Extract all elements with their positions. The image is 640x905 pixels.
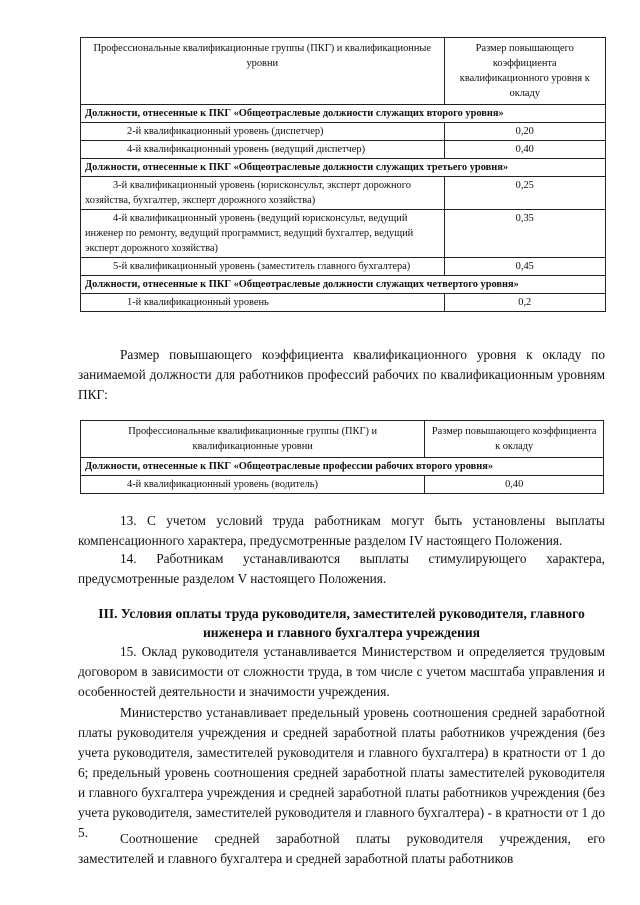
- value-cell: 0,35: [444, 210, 605, 258]
- paragraph-ministry: Министерство устанавливает предельный уровень соотношения средней заработной платы руководителя учреждения и средней заработной платы работников учреждения (без учета руководителя, заместителей руководителя и главного бухгалтера) в кратности от 1 до 6; предельный уровень соотношения средней заработной платы заместителей руководителя и главного бухгалтера учреждения и средней заработной платы работников учреждения (без учета руководителя, заместителей руководителя и главного бухгалтера) - в кратности от 1 до 5.: [78, 705, 605, 840]
- group-title: Должности, отнесенные к ПКГ «Общеотраслевые должности служащих третьего уровня»: [81, 159, 606, 177]
- paragraph-ratio: Соотношение средней заработной платы руководителя учреждения, его заместителей и главного бухгалтера и средней заработной платы работников: [78, 831, 605, 866]
- section-heading: III. Условия оплаты труда руководителя, заместителей руководителя, главного инженера и главного бухгалтера учреждения: [98, 606, 585, 640]
- table-row: [81, 177, 606, 210]
- table-row: [81, 476, 604, 494]
- table-row: [81, 210, 606, 258]
- table-header-row: [81, 421, 604, 458]
- paragraph-13: 13. С учетом условий труда работникам могут быть установлены выплаты компенсационного характера, предусмотренные разделом IV настоящего Положения.: [78, 513, 605, 548]
- coefficient-table-employees: [80, 37, 606, 312]
- value-cell: 0,45: [444, 258, 605, 276]
- paragraph-15: 15. Оклад руководителя устанавливается Министерством и определяется трудовым договором в зависимости от сложности труда, в том числе с учетом масштаба управления и особенностей деятельности и значимости учреждения.: [78, 644, 605, 699]
- group-title: Должности, отнесенные к ПКГ «Общеотраслевые профессии рабочих второго уровня»: [81, 458, 604, 476]
- level-cell: 4-й квалификационный уровень (водитель): [81, 476, 425, 494]
- group-row: [81, 458, 604, 476]
- level-cell: 1-й квалификационный уровень: [81, 294, 445, 312]
- table-header-row: [81, 38, 606, 105]
- group-row: [81, 105, 606, 123]
- value-cell: 0,25: [444, 177, 605, 210]
- group-title: Должности, отнесенные к ПКГ «Общеотраслевые должности служащих четвертого уровня»: [81, 276, 606, 294]
- group-row: [81, 159, 606, 177]
- group-row: [81, 276, 606, 294]
- header-cell-groups: Профессиональные квалификационные группы (ПКГ) и квалификационные уровни: [81, 38, 445, 105]
- value-cell: 0,40: [444, 141, 605, 159]
- level-cell: 3-й квалификационный уровень (юрисконсульт, эксперт дорожного хозяйства, бухгалтер, эксперт дорожного хозяйства): [81, 177, 445, 210]
- table-row: [81, 258, 606, 276]
- table-row: [81, 123, 606, 141]
- group-title: Должности, отнесенные к ПКГ «Общеотраслевые должности служащих второго уровня»: [81, 105, 606, 123]
- level-cell: 2-й квалификационный уровень (диспетчер): [81, 123, 445, 141]
- value-cell: 0,20: [444, 123, 605, 141]
- level-cell: 4-й квалификационный уровень (ведущий диспетчер): [81, 141, 445, 159]
- paragraph-intro: Размер повышающего коэффициента квалификационного уровня к окладу по занимаемой должности для работников профессий рабочих по квалификационным уровням ПКГ:: [78, 347, 605, 402]
- value-cell: 0,2: [444, 294, 605, 312]
- table-row: [81, 294, 606, 312]
- level-cell: 4-й квалификационный уровень (ведущий юрисконсульт, ведущий инженер по ремонту, ведущий программист, ведущий бухгалтер, ведущий эксперт дорожного хозяйства): [81, 210, 445, 258]
- header-cell-coefficient: Размер повышающего коэффициента квалификационного уровня к окладу: [444, 38, 605, 105]
- level-cell: 5-й квалификационный уровень (заместитель главного бухгалтера): [81, 258, 445, 276]
- paragraph-14: 14. Работникам устанавливаются выплаты стимулирующего характера, предусмотренные разделом V настоящего Положения.: [78, 551, 605, 586]
- header-cell-groups: Профессиональные квалификационные группы (ПКГ) и квалификационные уровни: [81, 421, 425, 458]
- value-cell: 0,40: [425, 476, 604, 494]
- table-row: [81, 141, 606, 159]
- coefficient-table-workers: [80, 420, 604, 494]
- header-cell-coefficient: Размер повышающего коэффициента к окладу: [425, 421, 604, 458]
